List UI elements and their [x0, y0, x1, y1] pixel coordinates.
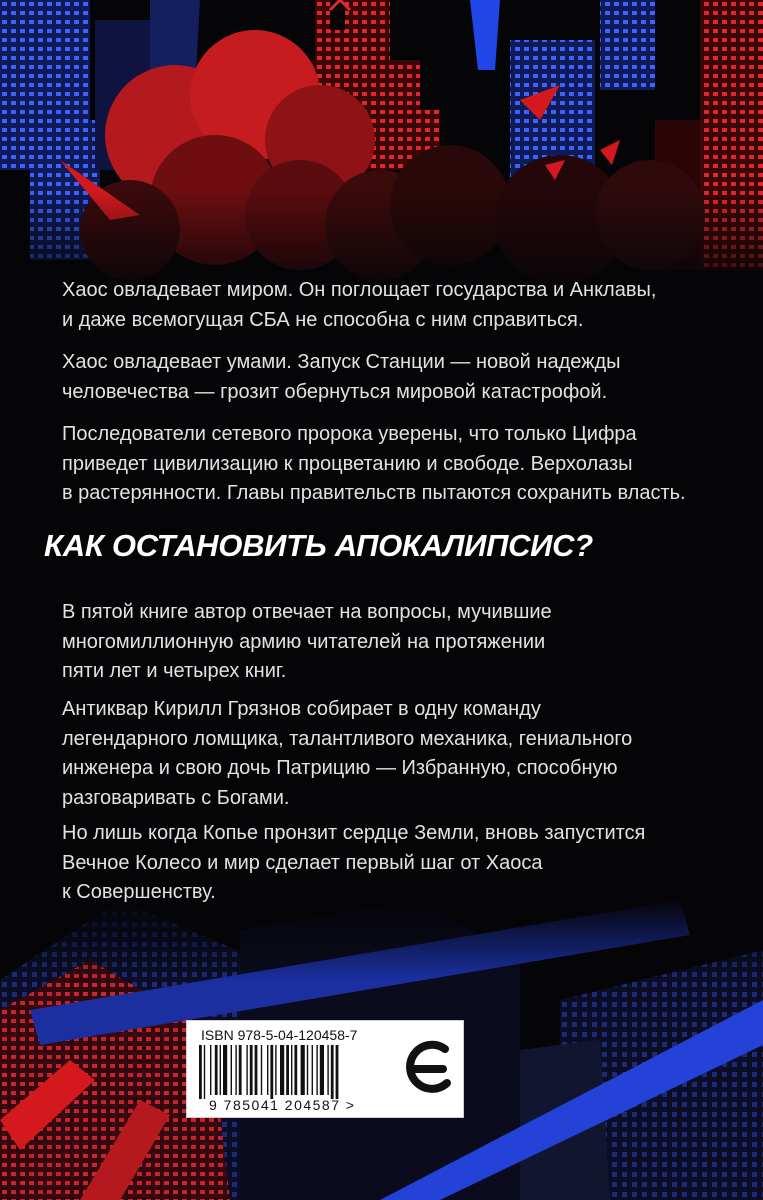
- barcode-bars: [197, 1045, 393, 1099]
- eksmo-logo-icon: [401, 1039, 455, 1099]
- intro-paragraph-3: Последователи сетевого пророка уверены, что только Цифра приведет цивилизацию к процветанию и свободе. Верхолазы в растерянности. Главы правительств пытаются сохранить власть.: [62, 423, 686, 504]
- outro-paragraph-2: Антиквар Кирилл Грязнов собирает в одну команду легендарного ломщика, талантливого механика, гениального инженера и свою дочь Патрицию — Избранную, способную разговаривать с Богами.: [62, 698, 633, 809]
- intro-paragraph-2: Хаос овладевает умами. Запуск Станции — новой надежды человечества — грозит обернуться мировой катастрофой.: [62, 351, 621, 403]
- top-skyline-illustration: [0, 0, 763, 300]
- outro-paragraph-1: В пятой книге автор отвечает на вопросы, мучившие многомиллионную армию читателей на протяжении пяти лет и четырех книг.: [62, 601, 552, 682]
- outro-paragraph-3: Но лишь когда Копье пронзит сердце Земли, вновь запустится Вечное Колесо и мир сделает первый шаг от Хаоса к Совершенству.: [62, 822, 646, 903]
- barcode-digits: 9 785041 204587 >: [209, 1097, 356, 1113]
- headline: КАК ОСТАНОВИТЬ АПОКАЛИПСИС?: [44, 528, 593, 563]
- isbn-label: ISBN 978-5-04-120458-7: [201, 1027, 358, 1043]
- intro-paragraph-1: Хаос овладевает миром. Он поглощает государства и Анклавы, и даже всемогущая СБА не способна с ним справиться.: [62, 279, 657, 331]
- isbn-barcode-panel: [186, 1020, 464, 1118]
